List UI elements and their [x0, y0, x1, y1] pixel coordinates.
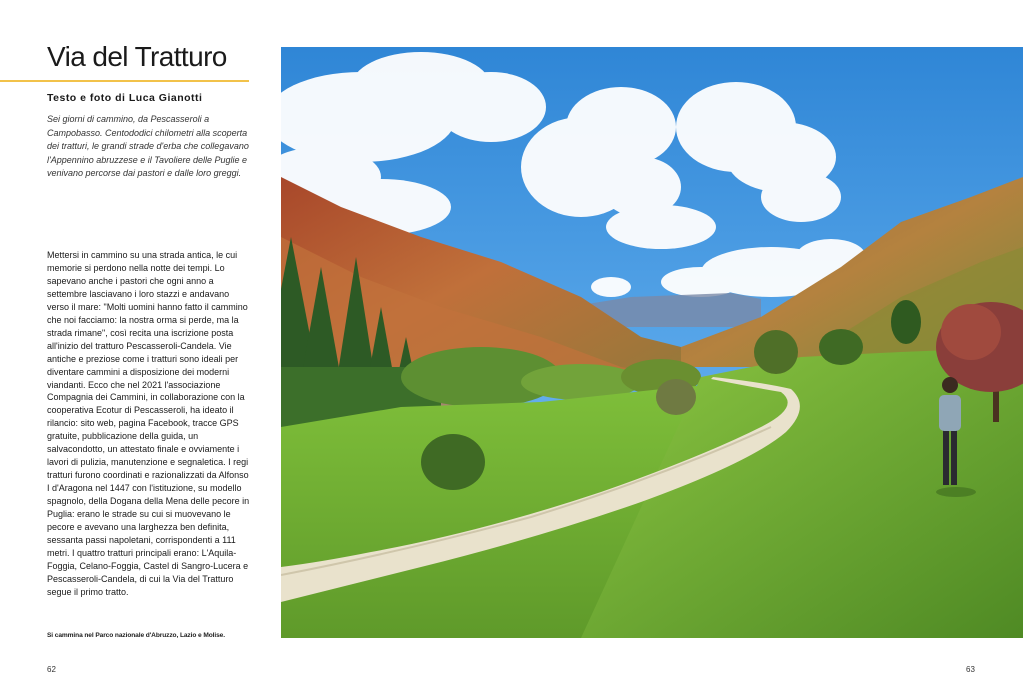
title-divider [0, 80, 249, 82]
byline: Testo e foto di Luca Gianotti [47, 92, 203, 104]
page-number-right: 63 [966, 665, 975, 674]
body-paragraph: Mettersi in cammino su una strada antica, le cui memorie si perdono nella notte dei tempi. Lo sapevano anche i pastori che ogni anno a settembre lasciavano i loro stazzi e andavano verso il mare: "Molti uomini hanno fatto il cammino che noi facciamo: la nostra orma si perde, ma la strada rimane", così recita una iscrizione posta all'inizio del tratturo Pescasseroli-Candela. Vie antiche e preziose come i tratturi sono ideali per diventare cammini a disposizione dei moderni viandanti. Ecco che nel 2021 l'associazione Compagnia dei Cammini, in collaborazione con la cooperativa Ecotur di Pescasseroli, ha ideato il rilancio: sito web, pagina Facebook, tracce GPS gratuite, pubblicazione della guida, un salvacondotto, un attestato finale e ovviamente i lavori di pulizia, manutenzione e segnaletica. I regi tratturi furono coordinati e razionalizzati da Alfonso I d'Aragona nel 1447 con l'istituzione, su modello spagnolo, della Dogana della Mena delle pecore in Puglia: erano le strade su cui si muovevano le pecore e avevano una larghezza ben definita, sessanta passi napoletani, corrispondenti a 111 metri. I quattro tratturi principali erano: L'Aquila-Foggia, Celano-Foggia, Castel di Sangro-Lucera e Pescasseroli-Candela, di cui la Via del Tratturo segue il primo tratto. [47, 250, 250, 597]
lead-paragraph: Sei giorni di cammino, da Pescasseroli a Campobasso. Centododici chilometri alla scoperta dei tratturi, le grandi strade d'erba che collegavano l'Appennino abruzzese e il Tavoliere delle Puglie e venivano percorse dai pastori e dalle loro greggi. [47, 114, 249, 179]
landscape-photo [281, 47, 1023, 638]
page-number-left: 62 [47, 665, 56, 674]
photo-caption: Si cammina nel Parco nazionale d'Abruzzo, Lazio e Molise. [47, 632, 225, 639]
article-title: Via del Tratturo [47, 41, 227, 72]
